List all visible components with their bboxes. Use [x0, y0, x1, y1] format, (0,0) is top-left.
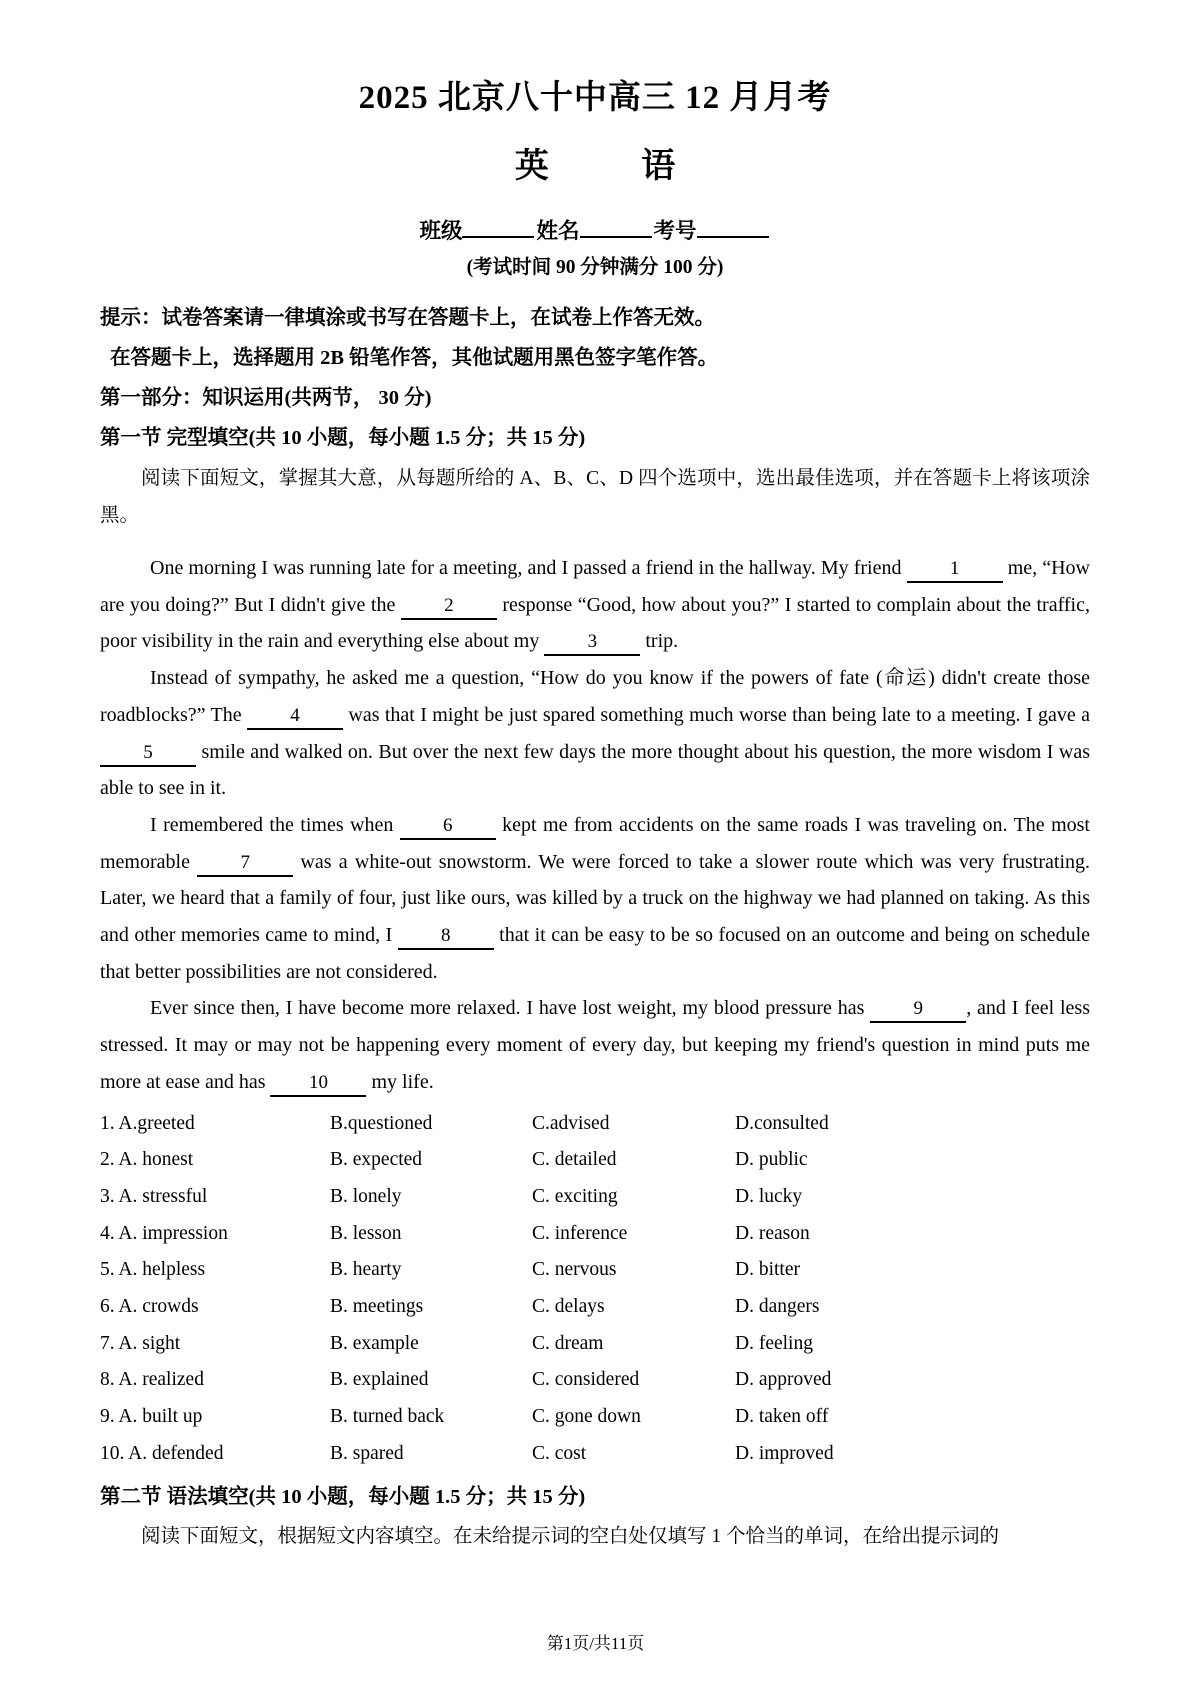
option-cell: D. improved: [735, 1442, 834, 1464]
cloze-paragraph-4: Ever since then, I have become more relaxed. I have lost weight, my blood pressure has 9 , and I feel less stressed. It may or may not be happening every moment of every day, but keeping my friend's question in mind puts me more at ease and has 10 my life.: [100, 990, 1090, 1100]
option-cell: D. approved: [735, 1369, 832, 1391]
cloze-options-row-3: [100, 1179, 1090, 1216]
notice-line-2: 在答题卡上，选择题用 2B 铅笔作答，其他试题用黑色签字笔作答。: [110, 347, 719, 369]
cloze-options-row-4: [100, 1216, 1090, 1253]
option-cell: D. feeling: [735, 1332, 813, 1354]
option-cell: B. explained: [330, 1369, 429, 1391]
cloze-options-table: [100, 1106, 1090, 1473]
option-cell: 2. A. honest: [100, 1149, 194, 1171]
cloze-instructions: 阅读下面短文，掌握其大意，从每题所给的 A、B、C、D 四个选项中，选出最佳选项，并在答题卡上将该项涂黑。: [100, 468, 1090, 526]
option-cell: B.questioned: [330, 1112, 433, 1134]
cloze-paragraph-2: Instead of sympathy, he asked me a question, “How do you know if the powers of fate (命运) didn't create those roadblocks?” The 4 was that I might be just spared something much worse than being late to a meeting. I gave a 5 smile and walked on. But over the next few days the more thought about his question, the more wisdom I was able to see in it.: [100, 667, 1090, 800]
option-cell: C. exciting: [532, 1185, 618, 1207]
cloze-options-row-1: [100, 1106, 1090, 1143]
option-cell: C.advised: [532, 1112, 610, 1134]
option-cell: C. detailed: [532, 1149, 617, 1171]
option-cell: D. dangers: [735, 1296, 820, 1318]
fill-line: [462, 218, 534, 238]
option-cell: B. expected: [330, 1149, 423, 1171]
option-cell: 3. A. stressful: [100, 1185, 208, 1207]
option-cell: D.consulted: [735, 1112, 829, 1134]
cloze-options-row-10: [100, 1436, 1090, 1473]
cloze-passage: [100, 550, 1090, 1101]
notice-line-1: 提示：试卷答案请一律填涂或书写在答题卡上，在试卷上作答无效。: [100, 307, 715, 329]
section2-heading: 第二节 语法填空(共 10 小题，每小题 1.5 分；共 15 分): [100, 1485, 586, 1508]
cloze-options-row-9: [100, 1399, 1090, 1436]
option-cell: D. public: [735, 1149, 808, 1171]
option-cell: D. taken off: [735, 1406, 829, 1428]
option-cell: 10. A. defended: [100, 1442, 224, 1464]
page-number: 第1页/共11页: [546, 1634, 645, 1653]
option-cell: 5. A. helpless: [100, 1259, 206, 1281]
exam-title: 2025 北京八十中高三 12 月月考: [358, 80, 832, 116]
option-cell: 4. A. impression: [100, 1222, 228, 1244]
field-label: 班级: [419, 219, 463, 243]
cloze-paragraph-1: One morning I was running late for a meeting, and I passed a friend in the hallway. My friend 1 me, “How are you doing?” But I didn't give the 2 response “Good, how about you?” I started to complain about the traffic, poor visibility in the rain and everything else about my 3 trip.: [100, 550, 1090, 660]
fill-line: [697, 218, 769, 238]
cloze-blank-1: 1: [907, 557, 1003, 583]
cloze-blank-4: 4: [247, 704, 343, 730]
exam-subject: 英 语: [514, 148, 676, 185]
student-field-3: [654, 219, 771, 243]
cloze-options-row-7: [100, 1326, 1090, 1363]
option-cell: D. lucky: [735, 1185, 803, 1207]
cloze-blank-2: 2: [401, 594, 497, 620]
option-cell: B. spared: [330, 1442, 404, 1464]
cloze-blank-3: 3: [544, 630, 640, 656]
option-cell: B. turned back: [330, 1406, 445, 1428]
option-cell: B. example: [330, 1332, 419, 1354]
option-cell: C. delays: [532, 1296, 605, 1318]
student-field-1: [419, 219, 536, 243]
cloze-blank-5: 5: [100, 741, 196, 767]
option-cell: C. cost: [532, 1442, 587, 1464]
section1-heading: 第一节 完型填空(共 10 小题，每小题 1.5 分；共 15 分): [100, 427, 586, 449]
option-cell: C. nervous: [532, 1259, 617, 1281]
cloze-blank-10: 10: [270, 1071, 366, 1097]
cloze-blank-8: 8: [398, 924, 494, 950]
option-cell: C. considered: [532, 1369, 640, 1391]
cloze-blank-9: 9: [870, 997, 966, 1023]
option-cell: 7. A. sight: [100, 1332, 181, 1354]
part1-heading: 第一部分：知识运用(共两节， 30 分): [100, 387, 432, 409]
student-info-line: [100, 218, 1090, 244]
cloze-options-row-5: [100, 1252, 1090, 1289]
cloze-blank-7: 7: [197, 851, 293, 877]
field-label: 姓名: [536, 219, 580, 243]
cloze-options-row-8: [100, 1362, 1090, 1399]
cloze-paragraph-3: I remembered the times when 6 kept me from accidents on the same roads I was traveling on. The most memorable 7 was a white-out snowstorm. We were forced to take a slower route which was very frustrating. Later, we heard that a family of four, just like ours, was killed by a truck on the highway we had planned on taking. As this and other memories came to mind, I 8 that it can be easy to be so focused on an outcome and being on schedule that better possibilities are not considered.: [100, 813, 1091, 983]
option-cell: 6. A. crowds: [100, 1296, 199, 1318]
exam-duration-note: (考试时间 90 分钟满分 100 分): [466, 257, 724, 278]
cloze-options-row-2: [100, 1142, 1090, 1179]
option-cell: B. hearty: [330, 1259, 402, 1281]
option-cell: D. bitter: [735, 1259, 800, 1281]
grammar-fill-instructions: 阅读下面短文，根据短文内容填空。在未给提示词的空白处仅填写 1 个恰当的单词，在给出提示词的: [141, 1525, 1000, 1547]
option-cell: 8. A. realized: [100, 1369, 204, 1391]
option-cell: 9. A. built up: [100, 1406, 203, 1428]
option-cell: C. dream: [532, 1332, 604, 1354]
option-cell: B. lesson: [330, 1222, 402, 1244]
option-cell: 1. A.greeted: [100, 1112, 195, 1134]
fill-line: [580, 218, 652, 238]
student-field-2: [536, 219, 653, 243]
cloze-blank-6: 6: [400, 814, 496, 840]
cloze-options-row-6: [100, 1289, 1090, 1326]
option-cell: B. meetings: [330, 1296, 424, 1318]
option-cell: C. inference: [532, 1222, 628, 1244]
option-cell: B. lonely: [330, 1185, 402, 1207]
option-cell: C. gone down: [532, 1406, 641, 1428]
option-cell: D. reason: [735, 1222, 810, 1244]
field-label: 考号: [653, 219, 697, 243]
